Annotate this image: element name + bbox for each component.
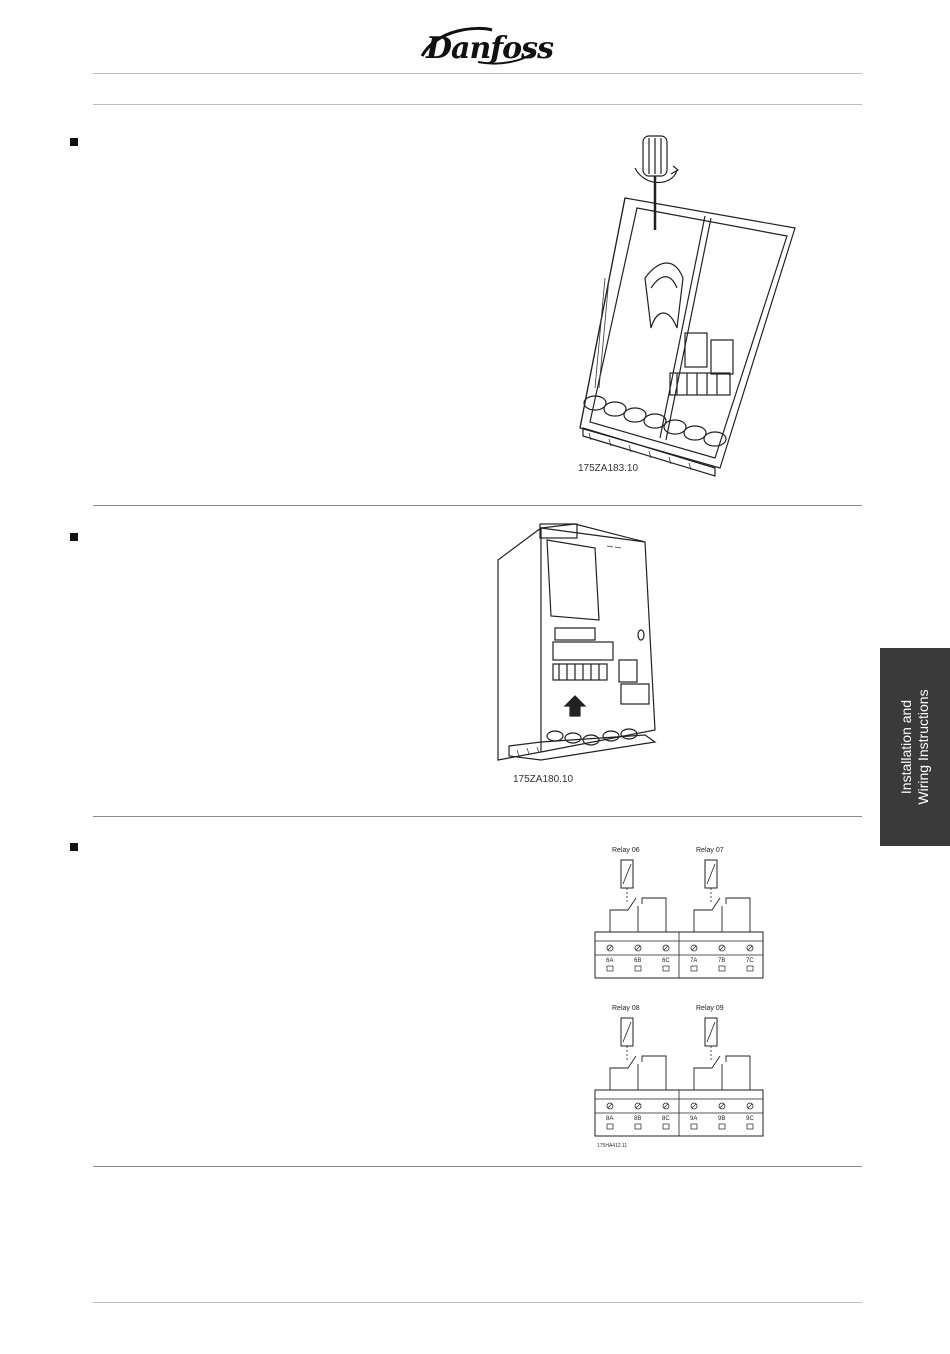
section-divider-2 — [93, 816, 862, 817]
relay-label: Relay 08 — [612, 1005, 640, 1012]
control-card — [547, 540, 599, 620]
terminal-label: 7A — [690, 958, 698, 964]
terminal-box — [719, 1124, 725, 1129]
terminal-box — [747, 966, 753, 971]
terminal-label: 7B — [718, 958, 726, 964]
side-tab-installation — [880, 648, 950, 846]
footer-rule — [93, 1302, 862, 1303]
figure-1-caption: 175ZA183.10 — [578, 463, 639, 474]
relay-contact — [610, 898, 636, 932]
side-panel — [498, 528, 541, 760]
relay-contact — [694, 898, 720, 932]
relay-label: Relay 06 — [612, 847, 640, 854]
relay-label: Relay 07 — [696, 847, 724, 854]
figure-3-caption: 175HA412.11 — [597, 1143, 628, 1149]
terminal-label: 8C — [662, 1116, 670, 1122]
header-rule-top — [93, 73, 862, 74]
figure-relay-wiring-diagram — [590, 840, 770, 1155]
terminal-box — [607, 1124, 613, 1129]
terminal-label: 7C — [746, 958, 754, 964]
terminal-box — [663, 1124, 669, 1129]
terminal-label: 6B — [634, 958, 642, 964]
section-bullet-3 — [70, 843, 78, 851]
relay-contact — [694, 1056, 720, 1090]
terminal-label: 6C — [662, 958, 670, 964]
terminal-box — [691, 966, 697, 971]
relay-contact — [610, 1056, 636, 1090]
terminal-box — [607, 966, 613, 971]
danfoss-logo — [418, 22, 553, 68]
terminal-label: 8B — [634, 1116, 642, 1122]
figure-frequency-converter-open-cover — [495, 520, 660, 772]
terminal-label: 9C — [746, 1116, 754, 1122]
side-tab-label — [898, 689, 932, 804]
section-divider-1 — [93, 505, 862, 506]
terminal-label: 8A — [606, 1116, 614, 1122]
terminal-box — [635, 966, 641, 971]
terminal-label: 9A — [690, 1116, 698, 1122]
header-rule-bottom — [93, 104, 862, 105]
terminal-box — [663, 966, 669, 971]
terminal-box — [719, 966, 725, 971]
terminal-box — [691, 1124, 697, 1129]
section-divider-3 — [93, 1166, 862, 1167]
side-tab-line-1: Installation and — [898, 699, 914, 795]
section-bullet-2 — [70, 533, 78, 541]
logo-text: Danfoss — [426, 31, 553, 66]
terminal-box — [635, 1124, 641, 1129]
terminal-box — [747, 1124, 753, 1129]
section-bullet-1 — [70, 138, 78, 146]
figure-2-caption: 175ZA180.10 — [513, 774, 574, 785]
figure-frequency-converter-screwdriver — [565, 128, 805, 478]
terminal-label: 6A — [606, 958, 614, 964]
up-arrow-icon — [565, 696, 585, 716]
relay-label: Relay 09 — [696, 1005, 724, 1012]
side-tab-line-2: Wiring Instructions — [915, 689, 931, 805]
terminal-label: 9B — [718, 1116, 726, 1122]
